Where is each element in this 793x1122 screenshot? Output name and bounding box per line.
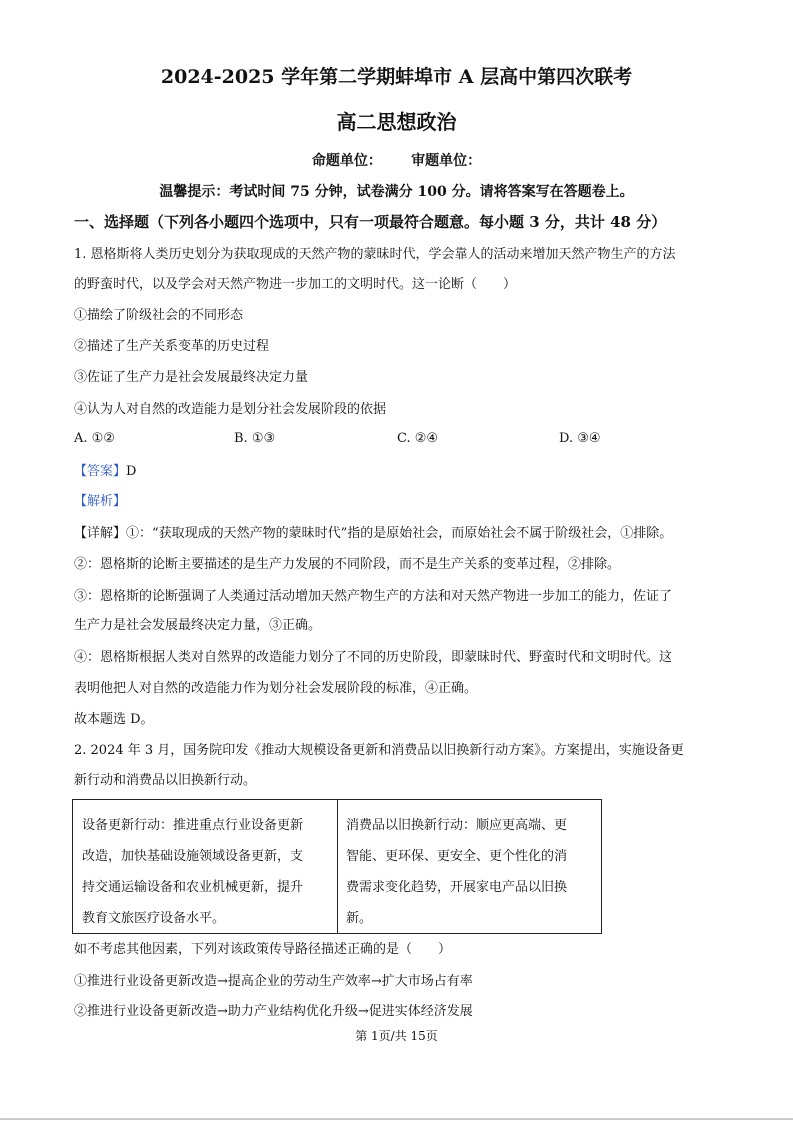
q2-stem-line: 新行动和消费品以旧换新行动。	[74, 773, 257, 788]
analysis-label: 【解析】	[74, 494, 127, 509]
q1-option-b: B. ①③	[234, 431, 276, 446]
answer-value: D	[126, 464, 137, 479]
q1-detail-line: 生产力是社会发展最终决定力量，③正确。	[74, 618, 322, 633]
q1-detail-line: 表明他把人对自然的改造能力作为划分社会发展阶段的标准，④正确。	[74, 681, 478, 696]
exam-tip: 温馨提示：考试时间 75 分钟，试卷满分 100 分。请将答案写在答题卷上。	[159, 184, 634, 200]
q1-item: ②描述了生产关系变革的历史过程	[74, 339, 270, 354]
subject-title: 高二思想政治	[336, 110, 457, 134]
policy-table	[72, 799, 602, 934]
cell-line: 新。	[346, 911, 373, 926]
q1-item: ③佐证了生产力是社会发展最终决定力量	[74, 370, 309, 385]
q1-option-d: D. ③④	[559, 431, 601, 446]
q2-question: 如不考虑其他因素，下列对该政策传导路径描述正确的是（ ）	[74, 942, 452, 957]
q1-option-a: A. ①②	[74, 431, 115, 446]
cell-line: 设备更新行动：推进重点行业设备更新	[82, 818, 304, 833]
q2-item: ①推进行业设备更新改造→提高企业的劳动生产效率→扩大市场占有率	[74, 974, 473, 989]
q2-item: ②推进行业设备更新改造→助力产业结构优化升级→促进实体经济发展	[74, 1004, 473, 1019]
q2-stem-line: 2. 2024 年 3 月，国务院印发《推动大规模设备更新和消费品以旧换新行动方案》。方案提出，实施设备更	[74, 743, 684, 758]
table-cell-equipment	[82, 810, 303, 934]
cell-line: 消费品以旧换新行动：顺应更高端、更	[346, 818, 568, 833]
q1-option-c: C. ②④	[397, 431, 439, 446]
section-heading: 一、选择题（下列各小题四个选项中，只有一项最符合题意。每小题 3 分，共计 48 分）	[74, 213, 667, 231]
cell-line: 费需求变化趋势，开展家电产品以旧换	[346, 880, 568, 895]
answer-label: 【答案】	[74, 464, 127, 479]
table-cell-consumer-goods	[346, 810, 567, 934]
q1-item: ①描绘了阶级社会的不同形态	[74, 308, 244, 323]
cell-line: 智能、更环保、更安全、更个性化的消	[346, 849, 568, 864]
units-line: 命题单位： 审题单位：	[311, 153, 482, 169]
cell-line: 持交通运输设备和农业机械更新，提升	[82, 880, 304, 895]
q1-detail-line: ④：恩格斯根据人类对自然界的改造能力划分了不同的历史阶段，即蒙昧时代、野蛮时代和文明时代。这	[74, 650, 673, 665]
q1-item: ④认为人对自然的改造能力是划分社会发展阶段的依据	[74, 402, 387, 417]
cell-line: 教育文旅医疗设备水平。	[82, 911, 226, 926]
page-number: 第 1页/共 15页	[355, 1029, 438, 1043]
q1-detail-line: ③：恩格斯的论断强调了人类通过活动增加天然产物生产的方法和对天然产物进一步加工的能力，佐证了	[74, 589, 673, 604]
exam-title: 2024-2025 学年第二学期蚌埠市 A 层高中第四次联考	[160, 66, 633, 88]
q1-detail-line: ②：恩格斯的论断主要描述的是生产力发展的不同阶段，而不是生产关系的变革过程，②排除。	[74, 557, 621, 572]
q1-stem-line: 1. 恩格斯将人类历史划分为获取现成的天然产物的蒙昧时代，学会靠人的活动来增加天然产物生产的方法	[74, 247, 676, 262]
q1-answer-line	[74, 463, 136, 481]
q1-detail-line: 故本题选 D。	[74, 712, 154, 727]
q1-detail-line: 【详解】①：“获取现成的天然产物的蒙昧时代”指的是原始社会，而原始社会不属于阶级社会，①排除。	[74, 526, 673, 541]
bottom-rule	[0, 1118, 793, 1120]
cell-line: 改造，加快基础设施领域设备更新，支	[82, 849, 304, 864]
table-divider	[337, 800, 338, 933]
q1-stem-line: 的野蛮时代，以及学会对天然产物进一步加工的文明时代。这一论断（ ）	[74, 277, 517, 292]
